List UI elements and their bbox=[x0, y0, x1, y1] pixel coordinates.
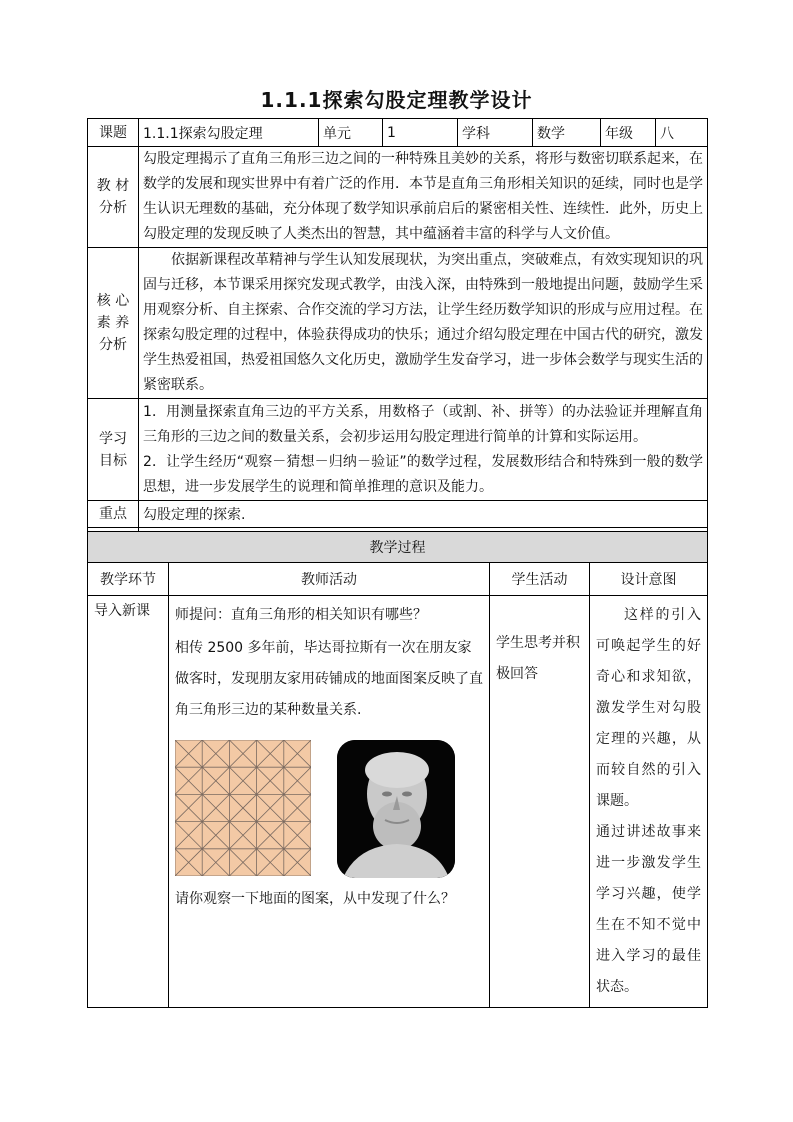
lesson-info-table bbox=[87, 118, 708, 555]
topic-value: 1.1.1探索勾股定理 bbox=[139, 119, 319, 147]
pythagoras-bust-image bbox=[337, 740, 455, 878]
col-header-intent: 设计意图 bbox=[590, 563, 708, 596]
learning-goal-1: 1．用测量探索直角三边的平方关系，用数格子（或割、补、拼等）的办法验证并理解直角三角形的三边之间的数量关系，会初步运用勾股定理进行简单的计算和实际运用。 bbox=[143, 403, 703, 445]
learning-goal-2: 2．让学生经历“观察－猜想－归纳－验证”的数学过程，发展数形结合和特殊到一般的数学思想，进一步发展学生的说理和简单推理的意识及能力。 bbox=[143, 453, 703, 495]
grade-value: 八 bbox=[656, 119, 708, 147]
design-intent-2: 通过讲述故事来进一步激发学生学习兴趣，使学生在不知不觉中进入学习的最佳状态。 bbox=[596, 824, 701, 995]
subject-value: 数学 bbox=[533, 119, 601, 147]
teacher-activity-cell bbox=[169, 596, 490, 1008]
col-header-teacher: 教师活动 bbox=[169, 563, 490, 596]
grade-label: 年级 bbox=[601, 119, 656, 147]
learning-goals-cell bbox=[139, 399, 708, 501]
teaching-process-table bbox=[87, 531, 708, 1008]
student-activity-text: 学生思考并积极回答 bbox=[496, 635, 580, 682]
teacher-question: 师提问：直角三角形的相关知识有哪些？ bbox=[175, 607, 427, 623]
unit-value: 1 bbox=[383, 119, 458, 147]
textbook-analysis-label: 教 材 分析 bbox=[88, 147, 139, 248]
core-literacy-label: 核 心 素 养 分析 bbox=[88, 248, 139, 399]
unit-label: 单元 bbox=[319, 119, 383, 147]
col-header-stage: 教学环节 bbox=[88, 563, 169, 596]
col-header-student: 学生活动 bbox=[490, 563, 590, 596]
floor-tile-image bbox=[175, 740, 311, 876]
topic-label: 课题 bbox=[88, 119, 139, 147]
stage-cell: 导入新课 bbox=[88, 596, 169, 1008]
learning-goals-label: 学习 目标 bbox=[88, 399, 139, 501]
teacher-story: 相传 2500 多年前，毕达哥拉斯有一次在朋友家做客时，发现朋友家用砖铺成的地面图案反映了直角三角形三边的某种数量关系. bbox=[175, 640, 483, 718]
teaching-process-heading: 教学过程 bbox=[88, 532, 708, 563]
student-activity-cell bbox=[490, 596, 590, 1008]
textbook-analysis-text: 勾股定理揭示了直角三角形三边之间的一种特殊且美妙的关系，将形与数密切联系起来，在数学的发展和现实世界中有着广泛的作用．本节是直角三角形相关知识的延续，同时也是学生认识无理数的基础，充分体现了数学知识承前启后的紧密相关性、连续性．此外，历史上勾股定理的发现反映了人类杰出的智慧，其中蕴涵着丰富的科学与人文价值。 bbox=[139, 147, 708, 248]
document-title: 1.1.1探索勾股定理教学设计 bbox=[260, 88, 533, 112]
core-literacy-text: 依据新课程改革精神与学生认知发展现状，为突出重点，突破难点，有效实现知识的巩固与迁移，本节课采用探究发现式教学，由浅入深，由特殊到一般地提出问题，鼓励学生采用观察分析、自主探索、合作交流的学习方法，让学生经历数学知识的形成与应用过程。在探索勾股定理的过程中，体验获得成功的快乐；通过介绍勾股定理在中国古代的研究，激发学生热爱祖国，热爱祖国悠久文化历史，激励学生发奋学习，进一步体会数学与现实生活的紧密联系。 bbox=[139, 248, 708, 399]
teacher-prompt: 请你观察一下地面的图案，从中发现了什么？ bbox=[175, 891, 455, 907]
subject-label: 学科 bbox=[458, 119, 533, 147]
key-point-label: 重点 bbox=[88, 501, 139, 528]
design-intent-1: 这样的引入可唤起学生的好奇心和求知欲，激发学生对勾股定理的兴趣，从而较自然的引入课题。 bbox=[596, 607, 701, 809]
key-point-text: 勾股定理的探索. bbox=[139, 501, 708, 528]
image-row bbox=[175, 740, 483, 878]
design-intent-cell bbox=[590, 596, 708, 1008]
